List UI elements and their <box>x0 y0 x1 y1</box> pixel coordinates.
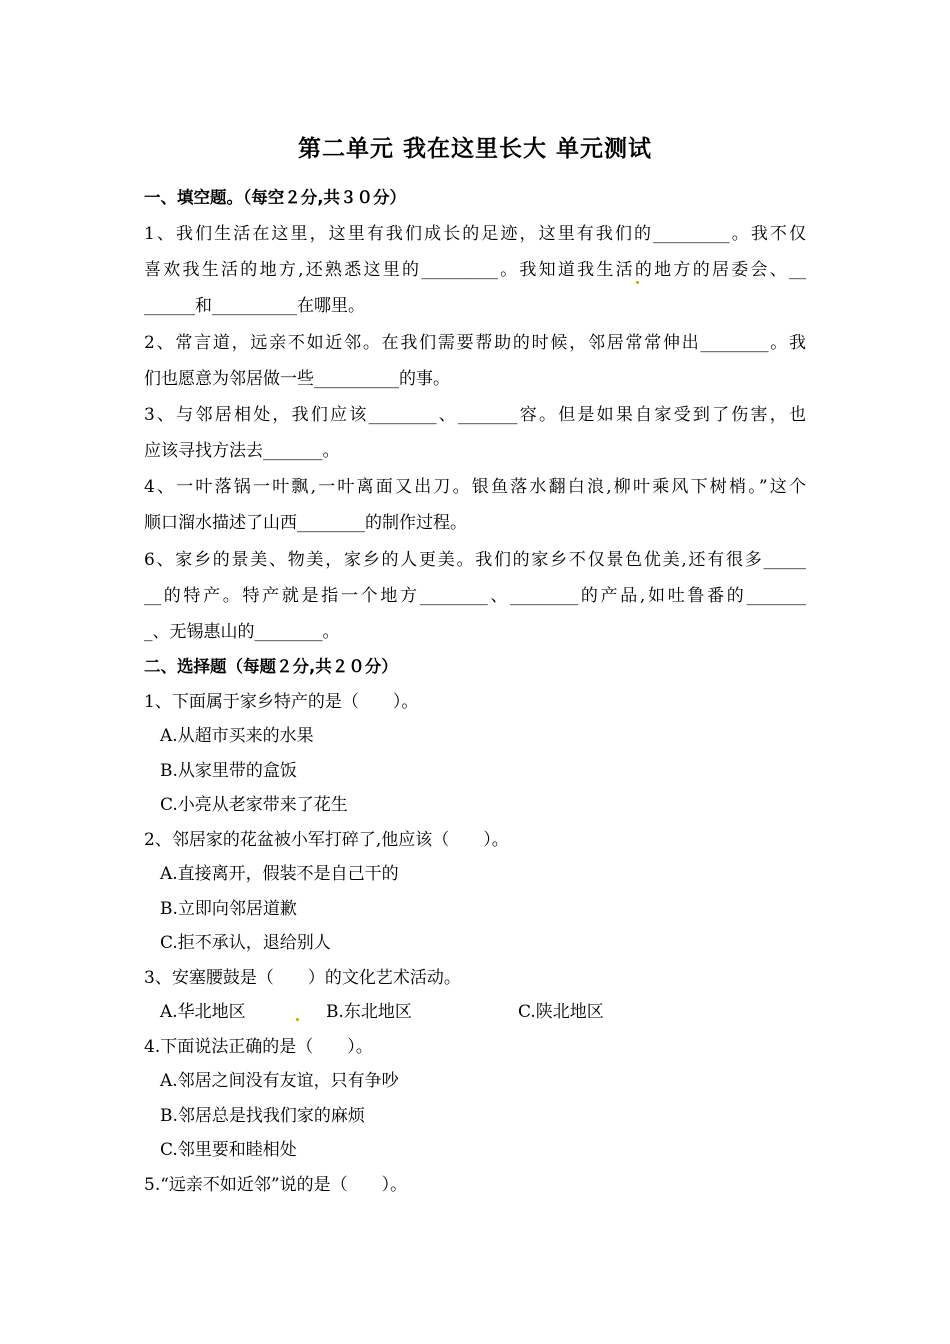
fill-line: 应该寻找方法去_______。 <box>144 441 340 461</box>
option-c: C.邻里要和睦相处 <box>160 1140 297 1160</box>
option-b: B.立即向邻居道歉 <box>160 899 297 919</box>
fill-line: 3、与邻居相处，我们应该________、_______容。但是如果自家受到了伤害，也 <box>144 405 806 425</box>
question-stem: 3、安塞腰鼓是（ ）的文化艺术活动。 <box>144 968 461 988</box>
fill-line: ______和__________在哪里。 <box>144 296 365 316</box>
option-a: A.直接离开，假装不是自己干的 <box>160 864 399 884</box>
stray-dot-mark <box>636 281 639 284</box>
option-a: A.华北地区 <box>160 1002 246 1022</box>
fill-line: 4、一叶落锅一叶飘,一叶离面又出刀。银鱼落水翻白浪,柳叶乘风下树梢。”这个 <box>144 477 806 497</box>
section-heading-choice: 二、选择题（每题２分,共２０分） <box>144 657 398 676</box>
option-c: C.陕北地区 <box>518 1002 604 1022</box>
option-c: C.小亮从老家带来了花生 <box>160 795 348 815</box>
stray-dot-mark <box>296 1018 299 1021</box>
option-b: B.从家里带的盒饭 <box>160 761 297 781</box>
fill-line: 6、家乡的景美、物美，家乡的人更美。我们的家乡不仅景色优美,还有很多_____ <box>144 550 806 570</box>
fill-line: 们也愿意为邻居做一些__________的事。 <box>144 369 450 389</box>
option-c: C.拒不承认，退给别人 <box>160 933 331 953</box>
fill-line: 2、常言道，远亲不如近邻。在我们需要帮助的时候，邻居常常伸出________。我 <box>144 333 806 353</box>
fill-line: _、无锡惠山的________。 <box>144 622 340 642</box>
fill-line: 1、我们生活在这里，这里有我们成长的足迹，这里有我们的_________。我不仅 <box>144 224 806 244</box>
question-stem: 2、邻居家的花盆被小军打碎了,他应该（ ）。 <box>144 830 509 850</box>
option-a: A.从超市买来的水果 <box>160 726 314 746</box>
question-stem: 1、下面属于家乡特产的是（ ）。 <box>144 692 419 712</box>
fill-line: 喜欢我生活的地方,还熟悉这里的_________。我知道我生活的地方的居委会、__ <box>144 260 806 280</box>
question-stem: 5.“远亲不如近邻”说的是（ ）。 <box>144 1175 408 1195</box>
option-b: B.邻居总是找我们家的麻烦 <box>160 1106 365 1126</box>
question-stem: 4.下面说法正确的是（ ）。 <box>144 1037 373 1057</box>
fill-line: __的特产。特产就是指一个地方________、________的产品,如吐鲁番的_______ <box>144 586 806 606</box>
fill-line: 顺口溜水描述了山西________的制作过程。 <box>144 513 467 533</box>
option-b: B.东北地区 <box>326 1002 412 1022</box>
section-heading-fill-in: 一、填空题。（每空２分,共３０分） <box>144 188 407 207</box>
page-title: 第二单元 我在这里长大 单元测试 <box>297 136 652 162</box>
option-a: A.邻居之间没有友谊，只有争吵 <box>160 1071 399 1091</box>
